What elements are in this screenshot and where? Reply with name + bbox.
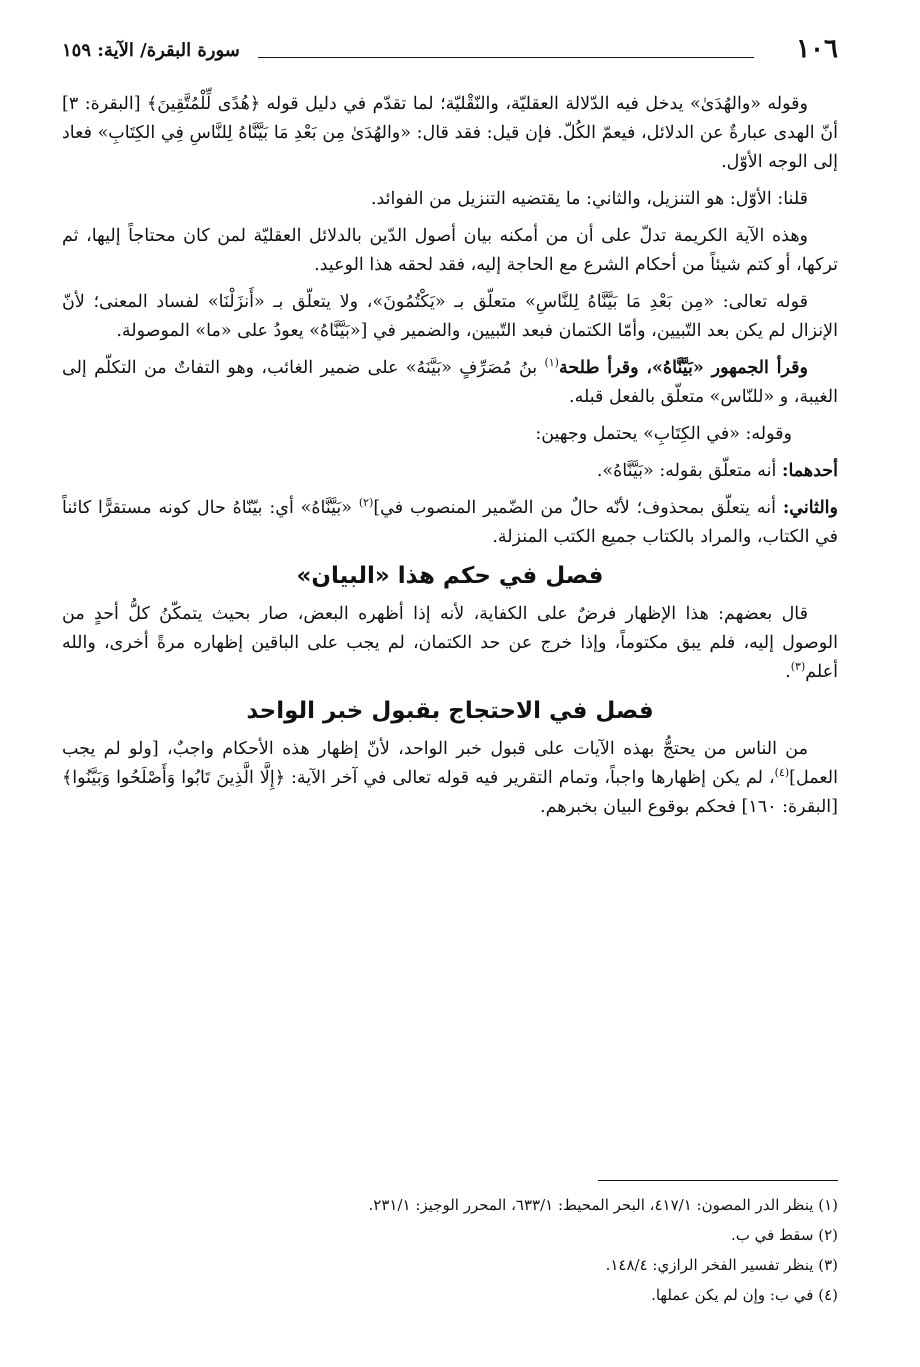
bold-lead: والثاني: <box>782 498 838 518</box>
footnote-separator <box>598 1180 838 1181</box>
footnote-ref-1: (١) <box>544 356 559 370</box>
bold-lead: أحدهما: <box>781 461 838 481</box>
paragraph-5 <box>62 354 838 412</box>
paragraph-text: . <box>785 662 791 682</box>
paragraph-text: بنُ مُصَرِّفٍ «بَيَّنَهُ» على ضمير الغائب، وهو التفاتٌ من التكلّم إلى الغيبة، و «للنّاس» متعلّق بالفعل قبله. <box>62 358 838 407</box>
section-heading-1: فصل في حكم هذا «البيان» <box>296 563 604 589</box>
header-rule <box>258 57 754 58</box>
paragraph-6: وقوله: «في الكِتَابِ» يحتمل وجهين: <box>535 424 792 444</box>
paragraph-9 <box>62 600 838 687</box>
running-title: سورة البقرة/ الآية: ١٥٩ <box>62 40 240 61</box>
paragraph-text: من الناس من يحتجُّ بهذه الآيات على قبول خبر الواحد، لأنّ إظهار هذه الأحكام واجبٌ، [ولو لم يجب العمل] <box>62 739 838 788</box>
paragraph-1: وقوله «والهُدَىٰ» يدخل فيه الدّلالة العقليّة، والنّقْليّة؛ لما تقدّم في دليل قوله ﴿هُدًى لِّلْمُتَّقِينَ﴾ [البقرة: ٣] أنّ الهدى عبارةٌ عن الدلائل، فيعمّ الكُلّ. فإن قيل: فقد قال: «والهُدَىٰ مِن بَعْدِ مَا بَيَّنَّاهُ لِلنَّاسِ فِي الكِتَابِ» فعاد إلى الوجه الأوّل. <box>62 94 838 172</box>
paragraph-text: ، لم يكن إظهارها واجباً، وتمام التقرير فيه قوله تعالى في آخر الآية: ﴿إِلَّا الَّذِينَ تَابُوا وَأَصْلَحُوا وَبَيَّنُوا﴾ [البقرة: ١٦٠] فحكم بوقوع البيان بخبرهم. <box>62 768 838 817</box>
page-number: ١٠٦ <box>796 34 838 64</box>
paragraph-text: «بَيَّنَّاهُ» أي: بيّنّاهُ حال كونه مستقرًّا كائناً في الكتاب، والمراد بالكتاب جميع الكتب المنزلة. <box>62 498 838 547</box>
paragraph-text: أنه متعلّق بقوله: «بَيَّنَّاهُ». <box>596 461 782 481</box>
footnote-3: (٣) ينظر تفسير الفخر الرازي: ١٤٨/٤. <box>605 1256 838 1274</box>
paragraph-text: أنه يتعلّق بمحذوف؛ لأنّه حالٌ من الضّمير المنصوب في] <box>373 498 783 518</box>
page-body <box>62 90 838 830</box>
paragraph-4: قوله تعالى: «مِن بَعْدِ مَا بَيَّنَّاهُ لِلنَّاسِ» متعلّق بـ «يَكْتُمُونَ»، ولا يتعلّق بـ «أَنزَلْنَا» لفساد المعنى؛ لأنّ الإنزال لم يكن بعد التّبيين، وأمّا الكتمان فبعد التّبيين، والضمير في [«بَيَّنَّاهُ» يعودُ على «ما» الموصولة. <box>62 292 838 341</box>
footnote-1: (١) ينظر الدر المصون: ٤١٧/١، البحر المحيط: ٦٣٣/١، المحرر الوجيز: ٢٣١/١. <box>368 1196 838 1214</box>
footnote-4: (٤) في ب: وإن لم يكن عملها. <box>651 1286 838 1304</box>
paragraph-2: قلنا: الأوّل: هو التنزيل، والثاني: ما يقتضيه التنزيل من الفوائد. <box>370 189 808 209</box>
paragraph-8 <box>62 494 838 552</box>
footnote-ref-3: (٣) <box>790 660 806 674</box>
footnote-ref-2: (٢) <box>358 496 374 510</box>
paragraph-text: قال بعضهم: هذا الإظهار فرضٌ على الكفاية، لأنه إذا أظهره البعض، صار بحيث يتمكّنُ كلُّ أحدٍ من الوصول إليه، فلم يبق مكتوماً، وإذا خرج عن حد الكتمان، لم يجب على الباقين إظهاره مرةً أخرى، والله أعلم <box>62 604 838 682</box>
paragraph-7 <box>62 457 838 486</box>
paragraph-3: وهذه الآية الكريمة تدلّ على أن من أمكنه بيان أصول الدّين بالدلائل العقليّة لمن كان محتاجاً إليها، ثم تركها، أو كتم شيئاً من أحكام الشرع مع الحاجة إليه، فقد لحقه هذا الوعيد. <box>62 226 838 275</box>
footnotes-list <box>62 1190 838 1310</box>
section-heading-2: فصل في الاحتجاج بقبول خبر الواحد <box>246 698 654 724</box>
bold-lead: وقرأ الجمهور «بَيَّنَّاهُ»، وقرأ طلحة <box>558 358 809 378</box>
book-page <box>62 28 838 1348</box>
paragraph-10 <box>62 735 838 822</box>
footnote-2: (٢) سقط في ب. <box>730 1226 838 1244</box>
page-header <box>62 28 838 72</box>
footnote-ref-4: (٤) <box>774 766 790 780</box>
